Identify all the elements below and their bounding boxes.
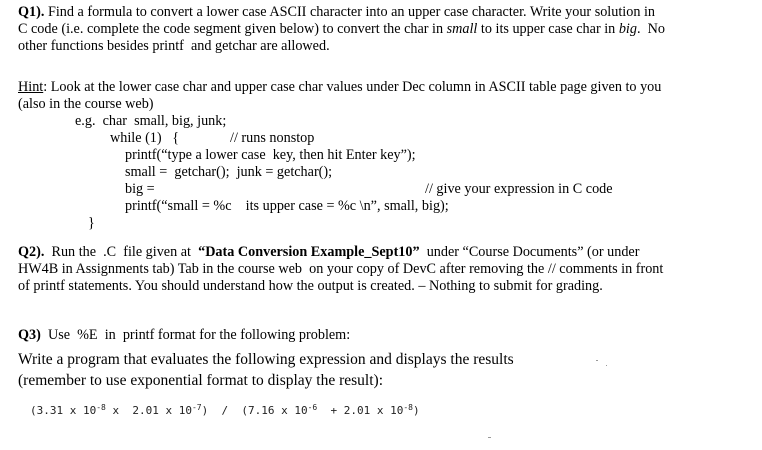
q1-text-3: other functions besides printf and getchar are allowed. [18,38,330,54]
scan-speck [596,360,598,361]
formula-exp-2: -7 [191,403,202,412]
q3-text-3: (remember to use exponential format to display the result): [18,372,383,389]
q1-small-word: small [446,21,478,37]
q2-text-1b: under “Course Documents” (or under [419,244,640,260]
q1-text-2b: to its upper case char in [477,21,619,37]
code-comment-text-5: // give your expression in C code [425,181,613,197]
q3-formula [30,404,420,418]
q1-big-word: big [618,21,637,37]
formula-part-1: (3.31 x 10 [30,404,97,417]
code-line-4 [125,164,332,181]
q3-line-1 [18,327,350,344]
q2-line-3 [18,278,603,295]
q3-line-2 [18,351,514,369]
code-line-1 [75,113,226,130]
scan-speck [488,437,491,438]
q3-text-2: Write a program that evaluates the following expression and displays the results [18,351,514,368]
q1-text-1: Find a formula to convert a lower case ASCII character into an upper case character. Write your solution in [44,4,655,20]
q2-file-name: “Data Conversion Example_Sept10” [198,244,420,260]
code-text-1: e.g. char small, big, junk; [75,113,227,129]
code-comment-text-2: // runs nonstop [230,130,315,146]
code-comment-2 [230,130,314,147]
code-text-2: while (1) { [110,130,180,146]
formula-part-2: x 2.01 x 10 [105,404,192,417]
q1-line-3 [18,38,330,55]
code-text-4: small = getchar(); junk = getchar(); [125,164,333,180]
q2-line-2 [18,261,663,278]
formula-exp-3: -6 [307,403,318,412]
code-comment-5 [425,181,613,198]
q1-text-2a: C code (i.e. complete the code segment given below) to convert the char in [18,21,447,37]
code-line-5 [125,181,155,198]
formula-exp-4: -8 [403,403,413,412]
q1-line-2 [18,21,665,38]
formula-part-3: ) / (7.16 x 10 [201,404,308,417]
q2-label: Q2). [18,244,45,260]
q3-label: Q3) [18,327,41,343]
hint-text-2: (also in the course web) [18,96,154,112]
q1-label: Q1). [18,4,45,20]
q1-text-2c: . No [636,21,665,37]
code-line-3 [125,147,416,164]
q2-text-1a: Run the .C file given at [44,244,199,260]
code-text-6: printf(“small = %c its upper case = %c \n”, small, big); [125,198,449,214]
code-line-6 [125,198,449,215]
formula-part-5: ) [412,404,420,417]
hint-line-1 [18,79,661,96]
code-text-7: } [88,215,95,231]
code-line-2 [110,130,179,147]
q3-text-1: Use %E in printf format for the following problem: [40,327,351,343]
q2-text-3: of printf statements. You should understand how the output is created. – Nothing to submit for grading. [18,278,603,294]
formula-exp-1: -8 [96,403,106,412]
q2-text-2: HW4B in Assignments tab) Tab in the course web on your copy of DevC after removing the // comments in front [18,261,664,277]
q2-line-1 [18,244,639,261]
scan-speck [606,365,607,366]
hint-text-1: : Look at the lower case char and upper case char values under Dec column in ASCII table page given to you [43,79,662,95]
code-text-5: big = [125,181,155,197]
q1-line-1 [18,4,655,21]
code-text-3: printf(“type a lower case key, then hit Enter key”); [125,147,416,163]
formula-part-4: + 2.01 x 10 [317,404,404,417]
hint-label: Hint [18,79,44,95]
code-line-7 [88,215,95,232]
hint-line-2 [18,96,154,113]
q3-line-3 [18,372,383,390]
